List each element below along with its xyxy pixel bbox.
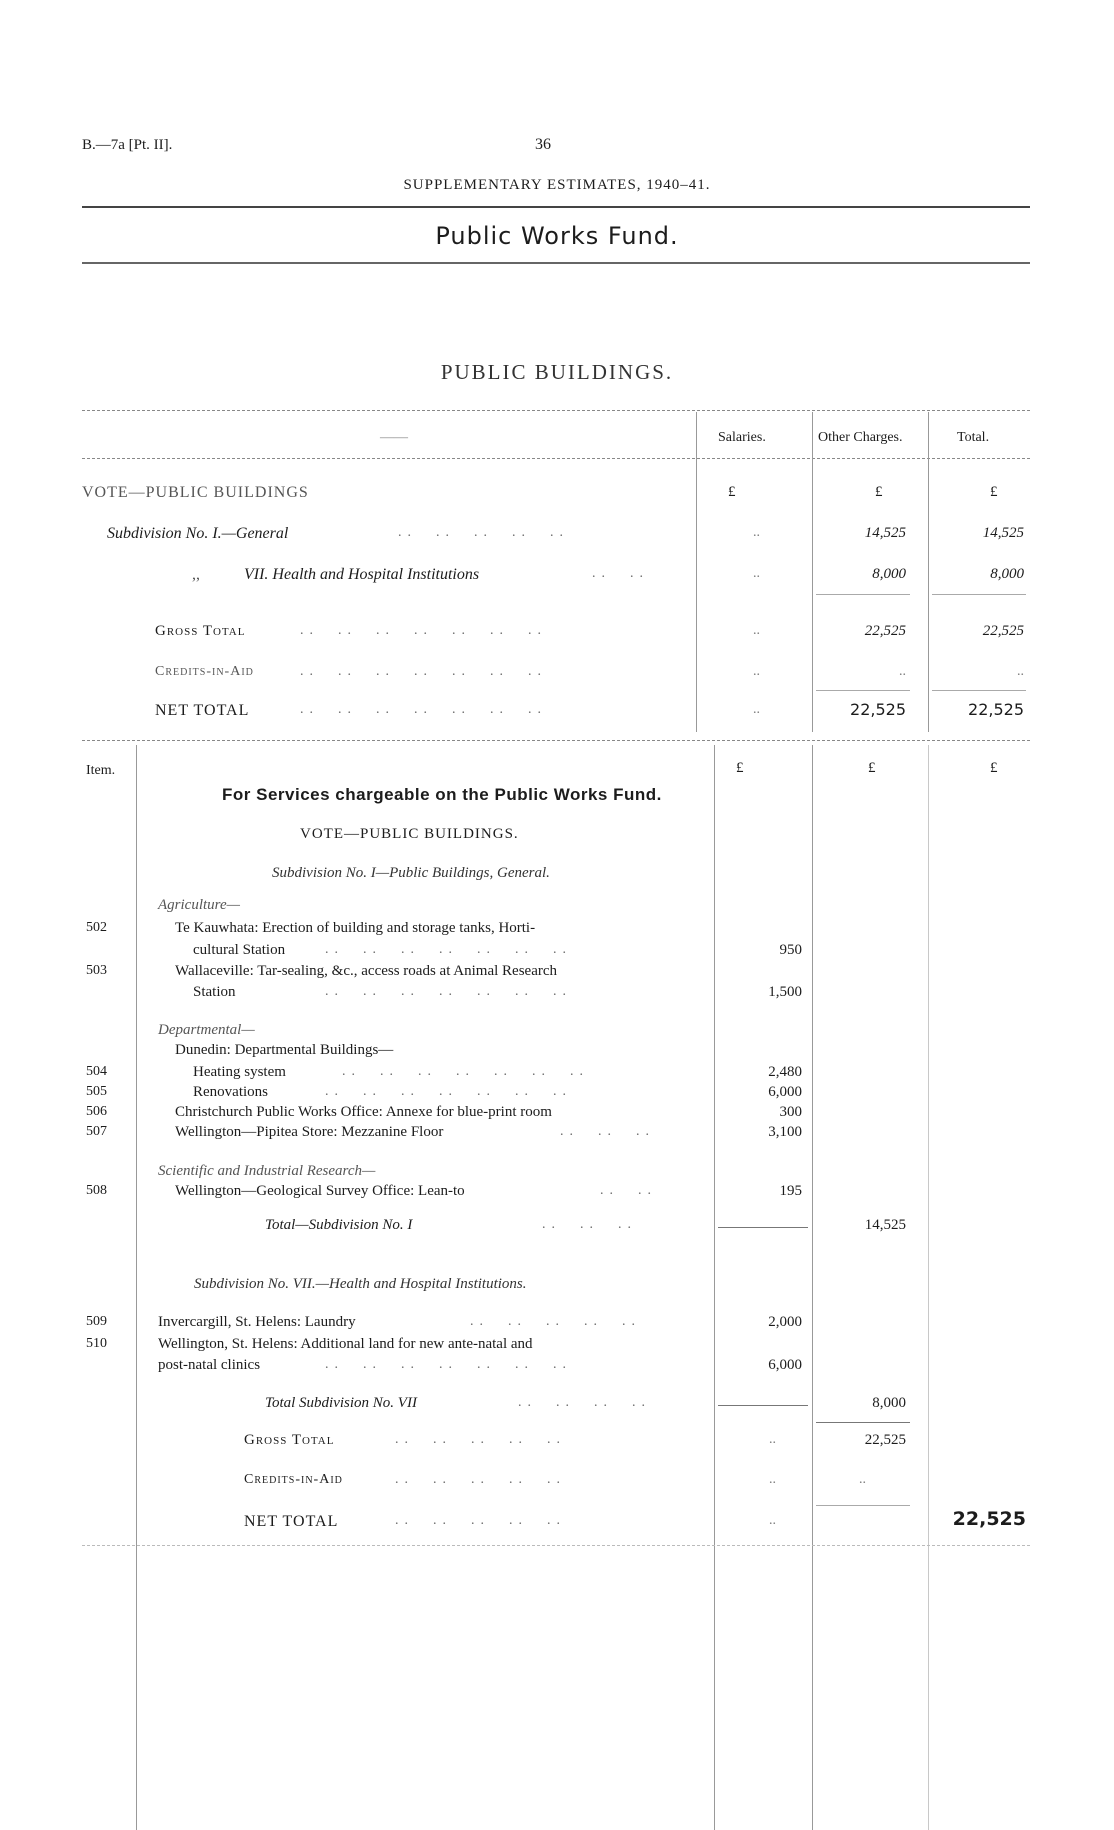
summary-gross-other: 22,525 [864, 623, 906, 639]
detail-net-amount: 22,525 [952, 1508, 1026, 1530]
detail-currency-total: £ [990, 760, 998, 776]
subtotal-rule [816, 1422, 910, 1423]
item-description: Renovations [193, 1084, 268, 1100]
subdivision-7-title: Subdivision No. VII.—Health and Hospital Institutions. [194, 1276, 527, 1292]
item-amount: 950 [779, 942, 802, 958]
item-amount: 195 [779, 1183, 802, 1199]
total-subdivision-1-amount: 14,525 [864, 1217, 906, 1233]
column-header-other-charges: Other Charges. [818, 430, 903, 445]
item-number: 508 [86, 1183, 107, 1198]
detail-currency-other: £ [868, 760, 876, 776]
item-description-cont: post-natal clinics [158, 1357, 261, 1373]
detail-gross-label: Gross Total [244, 1432, 335, 1448]
detail-col-line-2 [812, 745, 813, 1830]
detail-vote-title: VOTE—PUBLIC BUILDINGS. [300, 826, 519, 842]
leader-dots: .. .. .. .. .. .. .. [342, 1064, 589, 1079]
summary-row-salaries: .. [753, 525, 760, 540]
subdivision-1-title: Subdivision No. I—Public Buildings, General. [272, 865, 550, 881]
summary-row-ditto: ,, [192, 566, 200, 583]
summary-net-salaries: .. [753, 702, 760, 717]
item-number: 503 [86, 963, 107, 978]
item-number: 510 [86, 1336, 107, 1351]
summary-net-label: NET TOTAL [155, 702, 250, 719]
detail-item-header: Item. [86, 763, 116, 778]
summary-row-total: 14,525 [982, 525, 1024, 541]
item-number: 504 [86, 1064, 107, 1079]
detail-net-label: NET TOTAL [244, 1513, 339, 1530]
header-rule-top [82, 206, 1030, 208]
header-rule-bottom [82, 262, 1030, 264]
detail-credits-label: Credits-in-Aid [244, 1472, 343, 1487]
leader-dots: .. .. .. .. [518, 1395, 651, 1410]
summary-col-line-2 [812, 412, 813, 732]
detail-credits-amount: .. [859, 1472, 866, 1487]
leader-dots: .. .. [592, 566, 649, 581]
category-scientific: Scientific and Industrial Research— [158, 1163, 376, 1179]
subtotal-rule [718, 1405, 808, 1406]
fund-title: Public Works Fund. [435, 222, 679, 250]
item-description: Invercargill, St. Helens: Laundry [158, 1314, 356, 1330]
item-number: 507 [86, 1124, 107, 1139]
summary-credits-salaries: .. [753, 664, 760, 679]
leader-dots: .. .. .. .. .. .. .. [300, 623, 547, 638]
summary-currency-other: £ [875, 484, 883, 500]
leader-dots: .. .. .. .. .. [398, 525, 569, 540]
summary-top-rule [82, 410, 1030, 411]
document-reference: B.—7a [Pt. II]. [82, 137, 173, 153]
summary-currency-total: £ [990, 484, 998, 500]
leader-dots: .. .. [600, 1183, 657, 1198]
detail-col-line-1 [714, 745, 715, 1830]
summary-bottom-rule [82, 740, 1030, 741]
item-description: Wellington—Geological Survey Office: Lean-to [175, 1183, 465, 1199]
subtotal-rule [718, 1227, 808, 1228]
subtotal-rule [816, 1505, 910, 1506]
column-header-salaries: Salaries. [718, 430, 766, 445]
summary-credits-label: Credits-in-Aid [155, 664, 254, 679]
detail-col-line-3 [928, 745, 929, 1830]
total-subdivision-7-label: Total Subdivision No. VII [265, 1395, 417, 1411]
item-amount: 6,000 [768, 1357, 802, 1373]
summary-stub-header: —— [380, 430, 408, 445]
subtotal-rule [932, 594, 1026, 595]
summary-col-line-3 [928, 412, 929, 732]
summary-vote-label: VOTE—PUBLIC BUILDINGS [82, 484, 309, 501]
category-agriculture: Agriculture— [158, 897, 240, 913]
leader-dots: .. .. .. .. .. .. .. [325, 1357, 572, 1372]
category-departmental: Departmental— [158, 1022, 255, 1038]
summary-net-total: 22,525 [968, 700, 1024, 719]
summary-gross-label: Gross Total [155, 623, 246, 639]
detail-credits-salaries: .. [769, 1472, 776, 1487]
leader-dots: .. .. .. .. .. .. .. [325, 942, 572, 957]
item-description-cont: cultural Station [193, 942, 286, 958]
item-amount: 300 [779, 1104, 802, 1120]
leader-dots: .. .. .. .. .. [395, 1513, 566, 1528]
subtotal-rule [932, 690, 1026, 691]
leader-dots: .. .. .. .. .. .. .. [325, 1084, 572, 1099]
leader-dots: .. .. .. [560, 1124, 655, 1139]
subtotal-rule [816, 594, 910, 595]
detail-heading: For Services chargeable on the Public Works Fund. [222, 785, 662, 804]
summary-credits-other: .. [899, 664, 906, 679]
summary-gross-total: 22,525 [982, 623, 1024, 639]
item-number: 502 [86, 920, 107, 935]
detail-item-col-line [136, 745, 137, 1830]
leader-dots: .. .. .. .. .. .. .. [325, 984, 572, 999]
detail-gross-salaries: .. [769, 1432, 776, 1447]
subtotal-rule [816, 690, 910, 691]
item-amount: 3,100 [768, 1124, 802, 1140]
item-number: 509 [86, 1314, 107, 1329]
detail-bottom-rule [82, 1545, 1030, 1546]
subcategory-dunedin: Dunedin: Departmental Buildings— [175, 1042, 394, 1058]
leader-dots: .. .. .. [542, 1217, 637, 1232]
detail-net-salaries: .. [769, 1513, 776, 1528]
item-number: 506 [86, 1104, 107, 1119]
section-title: PUBLIC BUILDINGS. [440, 360, 674, 384]
summary-col-line-1 [696, 412, 697, 732]
summary-header-rule [82, 458, 1030, 459]
summary-row-label: Subdivision No. I.—General [107, 525, 289, 542]
summary-row-label: VII. Health and Hospital Institutions [244, 566, 480, 583]
total-subdivision-1-label: Total—Subdivision No. I [265, 1217, 413, 1233]
summary-net-other: 22,525 [850, 700, 906, 719]
item-description: Te Kauwhata: Erection of building and storage tanks, Horti- [175, 920, 536, 936]
leader-dots: .. .. .. .. .. .. .. [300, 702, 547, 717]
running-title: SUPPLEMENTARY ESTIMATES, 1940–41. [403, 177, 711, 193]
item-description: Wellington, St. Helens: Additional land for new ante-natal and [158, 1336, 533, 1352]
leader-dots: .. .. .. .. .. [395, 1432, 566, 1447]
item-description: Wellington—Pipitea Store: Mezzanine Floor [175, 1124, 444, 1140]
summary-currency-salaries: £ [728, 484, 736, 500]
item-description: Christchurch Public Works Office: Annexe for blue-print room [175, 1104, 552, 1120]
summary-gross-salaries: .. [753, 623, 760, 638]
item-amount: 2,000 [768, 1314, 802, 1330]
item-description-cont: Station [193, 984, 236, 1000]
item-description: Heating system [193, 1064, 286, 1080]
detail-currency-salaries: £ [736, 760, 744, 776]
leader-dots: .. .. .. .. .. [395, 1472, 566, 1487]
item-amount: 6,000 [768, 1084, 802, 1100]
item-amount: 2,480 [768, 1064, 802, 1080]
summary-credits-total: .. [1017, 664, 1024, 679]
summary-row-salaries: .. [753, 566, 760, 581]
page-number: 36 [535, 136, 551, 153]
item-amount: 1,500 [768, 984, 802, 1000]
column-header-total: Total. [957, 430, 990, 445]
leader-dots: .. .. .. .. .. .. .. [300, 664, 547, 679]
item-description: Wallaceville: Tar-sealing, &c., access roads at Animal Research [175, 963, 558, 979]
leader-dots: .. .. .. .. .. [470, 1314, 641, 1329]
total-subdivision-7-amount: 8,000 [872, 1395, 906, 1411]
summary-row-other: 14,525 [864, 525, 906, 541]
summary-row-other: 8,000 [872, 566, 906, 582]
detail-gross-amount: 22,525 [864, 1432, 906, 1448]
item-number: 505 [86, 1084, 107, 1099]
summary-row-total: 8,000 [990, 566, 1024, 582]
